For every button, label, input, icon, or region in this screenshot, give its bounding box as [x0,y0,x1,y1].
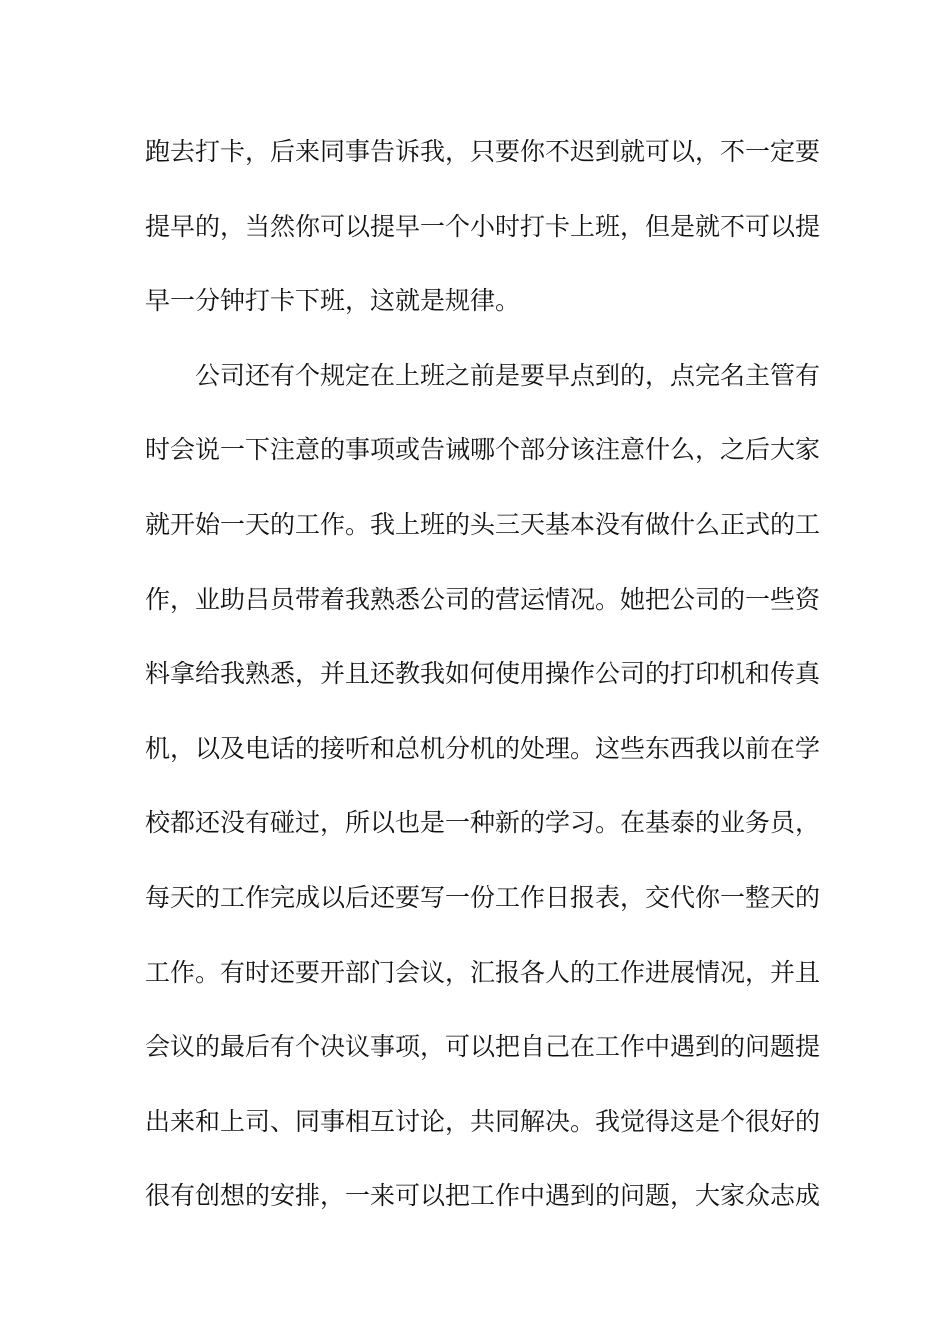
text-line: 时会说一下注意的事项或告诫哪个部分该注意什么，之后大家 [145,435,821,465]
text-line: 提早的，当然你可以提早一个小时打卡上班，但是就不可以提 [145,211,821,241]
text-line: 校都还没有碰过，所以也是一种新的学习。在基泰的业务员， [145,808,821,838]
text-line: 跑去打卡，后来同事告诉我，只要你不迟到就可以，不一定要 [145,137,821,166]
text-line: 料拿给我熟悉，并且还教我如何使用操作公司的打印机和传真 [145,659,821,689]
text-line: 出来和上司、同事相互讨论，共同解决。我觉得这是个很好的 [145,1106,821,1136]
text-line: 早一分钟打卡下班，这就是规律。 [145,286,521,316]
text-line: 机，以及电话的接听和总机分机的处理。这些东西我以前在学 [145,733,821,763]
text-line: 就开始一天的工作。我上班的头三天基本没有做什么正式的工 [145,509,821,539]
text-line: 工作。有时还要开部门会议，汇报各人的工作进展情况，并且 [145,957,821,987]
text-line: 会议的最后有个决议事项，可以把自己在工作中遇到的问题提 [145,1032,821,1062]
text-line: 作，业助吕员带着我熟悉公司的营运情况。她把公司的一些资 [145,584,821,614]
body-text [145,127,821,1246]
paragraph-first-line: 公司还有个规定在上班之前是要早点到的，点完名主管有 [195,360,821,390]
text-line: 每天的工作完成以后还要写一份工作日报表，交代你一整天的 [145,882,821,912]
text-line: 很有创想的安排，一来可以把工作中遇到的问题，大家众志成 [145,1181,821,1211]
